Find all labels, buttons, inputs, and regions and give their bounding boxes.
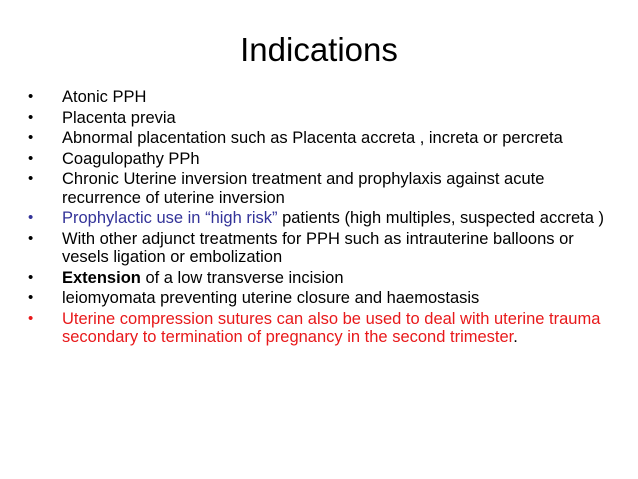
list-item: [28, 170, 608, 207]
bullet-icon: •: [28, 229, 34, 247]
bullet-icon: •: [28, 129, 34, 146]
bullet-icon: •: [28, 149, 34, 167]
list-item: [28, 150, 608, 169]
item-text: leiomyomata preventing uterine closure and haemostasis: [62, 289, 480, 307]
list-item: [28, 88, 608, 107]
item-text: Atonic PPH: [62, 88, 147, 106]
item-highlight-blue: Prophylactic use in “high risk”: [62, 209, 278, 227]
list-item: [28, 109, 608, 128]
item-text: Abnormal placentation such as Placenta accreta , increta or percreta: [62, 129, 563, 147]
item-text: patients (high multiples, suspected accreta ): [277, 209, 604, 227]
item-bold: Extension: [62, 268, 141, 287]
item-text: Placenta previa: [62, 108, 176, 127]
list-item: [28, 269, 608, 288]
item-text: of a low transverse incision: [140, 268, 344, 287]
item-text: Coagulopathy PPh: [62, 149, 200, 168]
item-text: Chronic Uterine inversion treatment and prophylaxis against acute recurrence of uterine inversion: [62, 170, 545, 207]
bullet-icon: •: [28, 289, 34, 306]
list-item: [28, 289, 608, 308]
slide-title: Indications: [240, 31, 398, 68]
bullet-icon: •: [28, 88, 34, 105]
list-item: [28, 310, 608, 347]
item-text: With other adjunct treatments for PPH such as intrauterine balloons or vesels ligation or embolization: [62, 229, 574, 266]
item-highlight-red: Uterine compression sutures can also be used to deal with uterine trauma secondary to termination of pregnancy in the second trimester: [62, 309, 601, 346]
bullet-icon: •: [28, 108, 34, 126]
bullet-icon: •: [28, 170, 34, 187]
indications-list: [28, 88, 608, 349]
bullet-icon: •: [28, 209, 34, 226]
bullet-icon: •: [28, 309, 34, 327]
list-item: [28, 230, 608, 267]
bullet-icon: •: [28, 268, 34, 286]
item-text: .: [513, 328, 518, 346]
list-item: [28, 129, 608, 148]
list-item: [28, 209, 608, 228]
